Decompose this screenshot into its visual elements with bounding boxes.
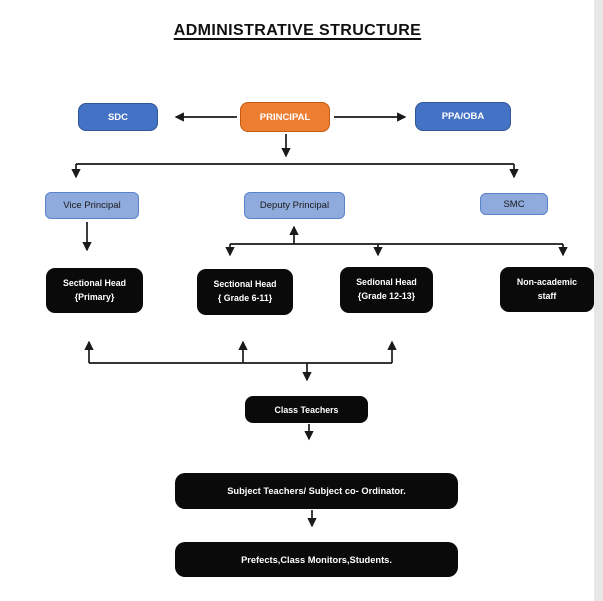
node-ppa-oba — [415, 102, 511, 131]
node-non-academic-staff-line1: Non-academic — [516, 276, 578, 287]
node-subject-teachers-label: Subject Teachers/ Subject co- Ordinator. — [227, 486, 406, 496]
scrollbar-track[interactable] — [594, 0, 603, 601]
node-sectional-head-primary-line2: {Primary} — [74, 291, 115, 302]
node-non-academic-staff-line2: staff — [537, 290, 557, 301]
node-sectional-head-primary — [46, 268, 143, 313]
node-principal-label: PRINCIPAL — [259, 111, 311, 123]
node-class-teachers-label: Class Teachers — [274, 404, 339, 415]
node-sdc-label: SDC — [107, 111, 129, 123]
node-sdc — [78, 103, 158, 131]
node-sectional-head-grade-6-11 — [197, 269, 293, 315]
node-vice-principal — [45, 192, 139, 219]
node-ppa-oba-label: PPA/OBA — [441, 111, 485, 122]
node-non-academic-staff — [500, 267, 594, 312]
node-smc — [480, 193, 548, 215]
node-sectional-head-grade-12-13-line2: {Grade 12-13} — [357, 291, 416, 301]
node-subject-teachers — [175, 473, 458, 509]
node-sectional-head-grade-6-11-line1: Sectional Head — [213, 279, 277, 290]
node-prefects — [175, 542, 458, 577]
node-deputy-principal-label: Deputy Principal — [259, 200, 330, 211]
node-deputy-principal — [244, 192, 345, 219]
node-sectional-head-grade-12-13-line1: Sedional Head — [356, 277, 417, 288]
node-prefects-label: Prefects,Class Monitors,Students. — [241, 554, 392, 565]
node-smc-label: SMC — [503, 198, 525, 210]
node-vice-principal-label: Vice Principal — [63, 200, 121, 211]
node-principal — [240, 102, 330, 132]
node-class-teachers — [245, 396, 368, 423]
node-sectional-head-primary-line1: Sectional Head — [62, 277, 127, 288]
node-sectional-head-grade-6-11-line2: { Grade 6-11} — [217, 293, 273, 303]
diagram-title: ADMINISTRATIVE STRUCTURE — [173, 22, 422, 39]
node-sectional-head-grade-12-13 — [340, 267, 433, 313]
